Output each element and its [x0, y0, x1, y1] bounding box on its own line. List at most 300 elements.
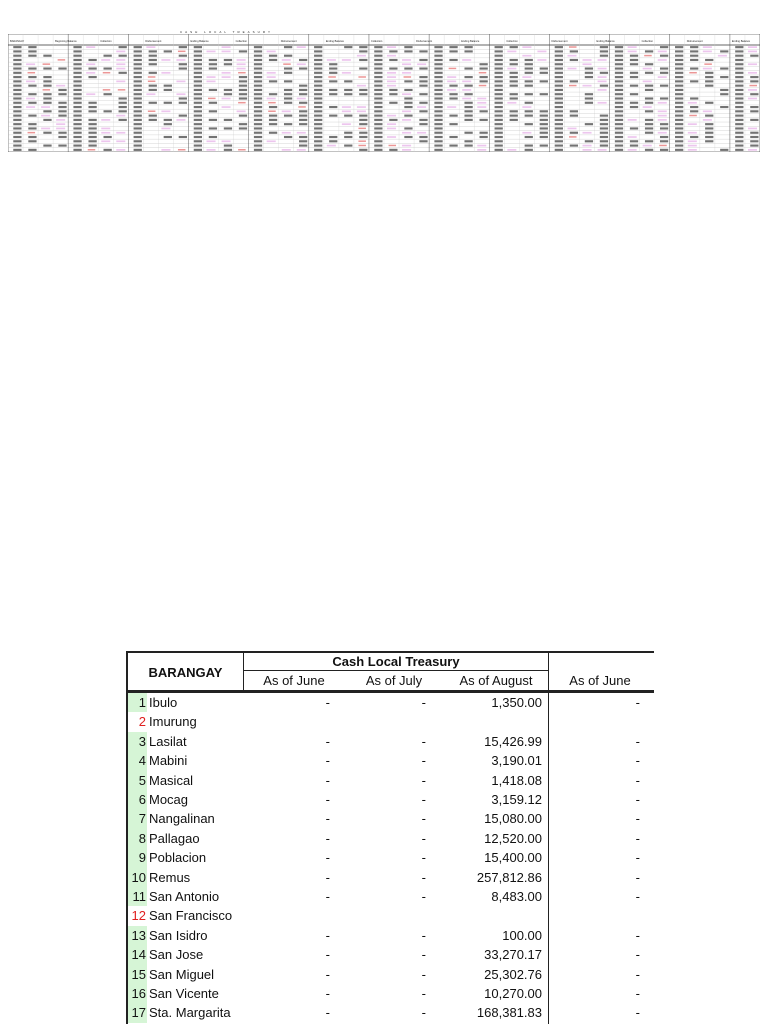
- thumbnail-value: [555, 85, 563, 87]
- thumbnail-value: [675, 127, 683, 129]
- thumbnail-value: [374, 63, 382, 65]
- thumbnail-value: [675, 102, 683, 104]
- thumbnail-value: [134, 106, 142, 108]
- thumbnail-value: [254, 76, 262, 78]
- thumbnail-highlight: [176, 93, 185, 95]
- thumbnail-value: [164, 85, 172, 87]
- thumbnail-value: [224, 89, 232, 91]
- barangay-name: Poblacion: [149, 850, 207, 866]
- thumbnail-highlight: [477, 98, 486, 100]
- thumbnail-value: [359, 93, 367, 95]
- thumbnail-value: [675, 93, 683, 95]
- barangay-name: Ibulo: [149, 695, 178, 710]
- thumbnail-value: [630, 63, 638, 65]
- thumbnail-value: [374, 97, 382, 99]
- thumbnail-value: [675, 55, 683, 57]
- thumbnail-value: [254, 72, 262, 74]
- thumbnail-value: [284, 102, 292, 104]
- thumbnail-value: [389, 67, 397, 69]
- thumbnail-value: [735, 145, 743, 147]
- thumbnail-value: [254, 89, 262, 91]
- thumbnail-highlight: [116, 81, 125, 83]
- thumbnail-value: [13, 67, 21, 69]
- thumbnail-highlight: [447, 106, 456, 108]
- thumbnail-highlight: [417, 132, 426, 134]
- thumbnail-value: [480, 119, 488, 121]
- thumbnail-value: [675, 67, 683, 69]
- thumbnail-value: [615, 93, 623, 95]
- cell-july: -: [421, 986, 426, 1001]
- thumbnail-value: [495, 93, 503, 95]
- thumbnail-value: [540, 119, 548, 121]
- thumbnail-value: [750, 80, 758, 82]
- thumbnail-value: [73, 46, 81, 48]
- thumbnail-value: [314, 93, 322, 95]
- thumbnail-value: [690, 55, 698, 57]
- thumbnail-highlight: [387, 76, 396, 78]
- thumbnail-value: [675, 50, 683, 52]
- thumbnail-value: [434, 89, 442, 91]
- thumbnail-value: [134, 102, 142, 104]
- thumbnail-highlight: [402, 72, 411, 74]
- thumbnail-value: [675, 145, 683, 147]
- thumbnail-value: [194, 76, 202, 78]
- thumbnail-value: [269, 93, 277, 95]
- thumbnail-value: [13, 63, 21, 65]
- thumbnail-value: [119, 102, 127, 104]
- thumbnail-value: [585, 72, 593, 74]
- thumbnail-value: [28, 93, 36, 95]
- thumbnail-value: [254, 97, 262, 99]
- thumbnail-highlight: [26, 81, 35, 83]
- thumbnail-highlight: [643, 145, 652, 147]
- cell-july: -: [421, 927, 426, 943]
- thumbnail-value: [585, 102, 593, 104]
- thumbnail-value: [269, 123, 277, 125]
- thumbnail-value: [149, 72, 157, 74]
- thumbnail-highlight: [688, 149, 697, 151]
- thumbnail-value: [209, 67, 217, 69]
- thumbnail-highlight: [116, 59, 125, 61]
- thumbnail-value: [28, 123, 36, 125]
- thumbnail-value: [434, 46, 442, 48]
- thumbnail-value: [104, 110, 112, 112]
- thumbnail-value: [374, 115, 382, 117]
- thumbnail-value: [314, 106, 322, 108]
- thumbnail-value: [675, 136, 683, 138]
- thumbnail-highlight: [86, 63, 95, 65]
- thumbnail-value: [239, 123, 247, 125]
- thumbnail-highlight: [86, 72, 95, 74]
- thumbnail-value: [254, 80, 262, 82]
- thumbnail-highlight: [658, 119, 667, 121]
- cell-june-next: -: [635, 869, 640, 885]
- thumbnail-value: [630, 106, 638, 108]
- table-row: [126, 712, 654, 731]
- thumbnail-value: [690, 110, 698, 112]
- thumbnail-value: [645, 72, 653, 74]
- thumbnail-value: [194, 46, 202, 48]
- thumbnail-highlight: [101, 128, 110, 130]
- cell-june: -: [325, 927, 330, 943]
- thumbnail-value: [164, 50, 172, 52]
- thumbnail-value: [690, 67, 698, 69]
- thumbnail-highlight: [161, 128, 170, 130]
- thumbnail-value: [58, 136, 66, 138]
- thumbnail-value: [314, 46, 322, 48]
- thumbnail-value: [374, 89, 382, 91]
- thumbnail-value: [284, 67, 292, 69]
- header-divider: [548, 651, 549, 691]
- cell-june-next: -: [635, 1005, 640, 1021]
- thumbnail-value: [495, 132, 503, 134]
- thumbnail-value: [585, 67, 593, 69]
- thumbnail-value: [239, 97, 247, 99]
- cell-june-next: -: [635, 792, 640, 807]
- thumbnail-value: [254, 50, 262, 52]
- thumbnail-header-cell: Ending Balance: [325, 40, 345, 43]
- thumbnail-value: [134, 123, 142, 125]
- thumbnail-value: [434, 106, 442, 108]
- thumbnail-value: [735, 89, 743, 91]
- thumbnail-highlight: [267, 51, 276, 53]
- thumbnail-highlight: [748, 98, 757, 100]
- thumbnail-value: [28, 50, 36, 52]
- thumbnail-value: [675, 140, 683, 142]
- thumbnail-value: [134, 119, 142, 121]
- thumbnail-highlight: [417, 63, 426, 65]
- thumbnail-mark: [659, 145, 667, 146]
- thumbnail-value: [434, 115, 442, 117]
- thumbnail-value: [615, 97, 623, 99]
- thumbnail-value: [284, 123, 292, 125]
- cell-august: 8,483.00: [491, 889, 542, 904]
- thumbnail-highlight: [237, 59, 246, 61]
- thumbnail-value: [239, 93, 247, 95]
- thumbnail-value: [73, 85, 81, 87]
- table-row: [126, 906, 654, 925]
- thumbnail-value: [43, 76, 51, 78]
- thumbnail-value: [735, 132, 743, 134]
- thumbnail-value: [449, 85, 457, 87]
- thumbnail-value: [28, 115, 36, 117]
- thumbnail-highlight: [342, 110, 351, 112]
- thumbnail-value: [735, 140, 743, 142]
- thumbnail-value: [645, 123, 653, 125]
- thumbnail-value: [359, 59, 367, 61]
- thumbnail-value: [88, 140, 96, 142]
- thumbnail-value: [600, 46, 608, 48]
- thumbnail-value: [329, 89, 337, 91]
- thumbnail-header-cell: Collection: [235, 40, 247, 43]
- thumbnail-value: [615, 145, 623, 147]
- thumbnail-value: [404, 46, 412, 48]
- thumbnail-value: [194, 97, 202, 99]
- thumbnail-highlight: [116, 63, 125, 65]
- thumbnail-highlight: [56, 119, 65, 121]
- thumbnail-highlight: [146, 46, 155, 48]
- thumbnail-value: [434, 149, 442, 151]
- thumbnail-value: [495, 80, 503, 82]
- thumbnail-value: [464, 76, 472, 78]
- thumbnail-highlight: [462, 81, 471, 83]
- thumbnail-value: [600, 140, 608, 142]
- row-number: 11: [128, 887, 147, 906]
- thumbnail-value: [675, 119, 683, 121]
- thumbnail-value: [419, 80, 427, 82]
- thumbnail-value: [660, 55, 668, 57]
- thumbnail-mark: [479, 85, 487, 86]
- row-number: 3: [128, 732, 147, 751]
- thumbnail-value: [194, 89, 202, 91]
- cell-july: -: [421, 1005, 426, 1021]
- thumbnail-value: [73, 55, 81, 57]
- thumbnail-highlight: [86, 93, 95, 95]
- thumbnail-mark: [28, 72, 36, 73]
- thumbnail-highlight: [222, 98, 231, 100]
- thumbnail-value: [28, 46, 36, 48]
- thumbnail-value: [314, 132, 322, 134]
- cell-june-next: -: [635, 850, 640, 866]
- thumbnail-mark: [389, 145, 397, 146]
- thumbnail-value: [464, 119, 472, 121]
- thumbnail-value: [705, 80, 713, 82]
- thumbnail-value: [344, 89, 352, 91]
- thumbnail-value: [344, 145, 352, 147]
- thumbnail-highlight: [297, 63, 306, 65]
- cell-july: -: [421, 850, 426, 866]
- thumbnail-highlight: [567, 55, 576, 57]
- thumbnail-value: [690, 136, 698, 138]
- thumbnail-highlight: [282, 59, 291, 61]
- thumbnail-value: [359, 67, 367, 69]
- thumbnail-value: [194, 140, 202, 142]
- thumbnail-header-cell: Ending Balance: [596, 40, 615, 43]
- thumbnail-value: [434, 67, 442, 69]
- barangay-name: Pallagao: [149, 830, 200, 846]
- thumbnail-highlight: [116, 149, 125, 151]
- table-row: [126, 790, 654, 809]
- thumbnail-highlight: [297, 149, 306, 151]
- thumbnail-value: [134, 140, 142, 142]
- thumbnail-highlight: [748, 89, 757, 91]
- thumbnail-value: [43, 93, 51, 95]
- thumbnail-value: [194, 110, 202, 112]
- thumbnail-header-cell: Ending Balance: [461, 40, 480, 43]
- cell-july: -: [421, 966, 426, 982]
- thumbnail-value: [630, 55, 638, 57]
- thumbnail-value: [735, 93, 743, 95]
- thumbnail-highlight: [101, 132, 110, 134]
- thumbnail-value: [495, 106, 503, 108]
- thumbnail-value: [134, 145, 142, 147]
- thumbnail-highlight: [583, 145, 592, 147]
- thumbnail-value: [675, 89, 683, 91]
- barangay-name: San Francisco: [149, 908, 233, 924]
- thumbnail-highlight: [207, 51, 216, 53]
- thumbnail-highlight: [462, 98, 471, 100]
- thumbnail-mark: [238, 72, 246, 73]
- thumbnail-value: [134, 127, 142, 129]
- thumbnail-value: [88, 119, 96, 121]
- thumbnail-value: [73, 80, 81, 82]
- thumbnail-mark: [479, 72, 487, 73]
- thumbnail-value: [480, 80, 488, 82]
- thumbnail-highlight: [297, 98, 306, 100]
- thumbnail-header-cell: Disbursement: [551, 40, 568, 43]
- thumbnail-value: [630, 102, 638, 104]
- thumbnail-value: [224, 93, 232, 95]
- cell-august: 1,350.00: [491, 695, 542, 710]
- thumbnail-value: [464, 145, 472, 147]
- thumbnail-highlight: [658, 51, 667, 53]
- thumbnail-value: [615, 76, 623, 78]
- thumbnail-highlight: [116, 115, 125, 117]
- thumbnail-value: [299, 89, 307, 91]
- thumbnail-value: [73, 140, 81, 142]
- thumbnail-highlight: [176, 59, 185, 61]
- thumbnail-value: [269, 106, 277, 108]
- thumbnail-highlight: [116, 132, 125, 134]
- cell-june-next: -: [635, 830, 640, 846]
- thumbnail-highlight: [387, 115, 396, 117]
- thumbnail-value: [495, 115, 503, 117]
- thumbnail-value: [645, 119, 653, 121]
- thumbnail-value: [314, 50, 322, 52]
- cell-june: -: [325, 947, 330, 963]
- thumbnail-value: [254, 127, 262, 129]
- row-number: 10: [128, 868, 147, 887]
- thumbnail-value: [434, 145, 442, 147]
- thumbnail-value: [88, 102, 96, 104]
- thumbnail-value: [434, 140, 442, 142]
- thumbnail-value: [194, 127, 202, 129]
- thumbnail-highlight: [207, 76, 216, 78]
- thumbnail-value: [374, 149, 382, 151]
- thumbnail-value: [374, 119, 382, 121]
- thumbnail-highlight: [402, 132, 411, 134]
- thumbnail-value: [480, 67, 488, 69]
- thumbnail-value: [13, 59, 21, 61]
- cell-august: 15,400.00: [484, 850, 542, 866]
- thumbnail-value: [374, 145, 382, 147]
- thumbnail-mark: [358, 145, 366, 146]
- thumbnail-highlight: [703, 110, 712, 112]
- thumbnail-value: [254, 115, 262, 117]
- thumbnail-highlight: [342, 59, 351, 61]
- thumbnail-value: [675, 115, 683, 117]
- thumbnail-value: [675, 149, 683, 151]
- thumbnail-value: [510, 72, 518, 74]
- cell-june: -: [325, 966, 330, 982]
- thumbnail-value: [194, 115, 202, 117]
- thumbnail-value: [434, 123, 442, 125]
- thumbnail-value: [254, 119, 262, 121]
- thumbnail-value: [419, 59, 427, 61]
- thumbnail-value: [585, 93, 593, 95]
- thumbnail-value: [615, 46, 623, 48]
- thumbnail-value: [705, 59, 713, 61]
- thumbnail-value: [329, 80, 337, 82]
- thumbnail-value: [419, 67, 427, 69]
- thumbnail-value: [735, 55, 743, 57]
- thumbnail-highlight: [116, 51, 125, 53]
- thumbnail-value: [555, 106, 563, 108]
- thumbnail-value: [374, 76, 382, 78]
- thumbnail-value: [720, 67, 728, 69]
- thumbnail-value: [299, 115, 307, 117]
- thumbnail-value: [314, 123, 322, 125]
- thumbnail-value: [119, 106, 127, 108]
- thumbnail-value: [28, 55, 36, 57]
- thumbnail-value: [314, 110, 322, 112]
- thumbnail-highlight: [598, 68, 607, 70]
- thumbnail-value: [194, 145, 202, 147]
- thumbnail-value: [73, 127, 81, 129]
- thumbnail-value: [284, 80, 292, 82]
- thumbnail-value: [329, 140, 337, 142]
- thumbnail-value: [735, 149, 743, 151]
- thumbnail-value: [555, 136, 563, 138]
- thumbnail-value: [119, 97, 127, 99]
- thumbnail-value: [299, 110, 307, 112]
- thumbnail-value: [555, 93, 563, 95]
- thumbnail-value: [209, 102, 217, 104]
- thumbnail-value: [329, 67, 337, 69]
- thumbnail-value: [284, 93, 292, 95]
- thumbnail-value: [419, 140, 427, 142]
- thumbnail-highlight: [507, 149, 516, 151]
- thumbnail-highlight: [56, 123, 65, 125]
- barangay-name: Remus: [149, 869, 191, 885]
- thumbnail-value: [224, 119, 232, 121]
- thumbnail-value: [464, 50, 472, 52]
- thumbnail-value: [645, 85, 653, 87]
- thumbnail-value: [119, 55, 127, 57]
- thumbnail-value: [705, 136, 713, 138]
- cell-june-next: -: [635, 927, 640, 943]
- thumbnail-value: [149, 59, 157, 61]
- thumbnail-value: [615, 85, 623, 87]
- barangay-name: Masical: [149, 772, 194, 788]
- cell-june: -: [325, 733, 330, 749]
- thumbnail-highlight: [462, 89, 471, 91]
- thumbnail-value: [314, 89, 322, 91]
- row-number: 12: [128, 906, 147, 925]
- thumbnail-value: [13, 85, 21, 87]
- thumbnail-header-cell: Collection: [370, 40, 383, 43]
- thumbnail-highlight: [628, 46, 637, 48]
- thumbnail-value: [134, 59, 142, 61]
- thumbnail-value: [374, 123, 382, 125]
- thumbnail-value: [224, 127, 232, 129]
- thumbnail-highlight: [161, 72, 170, 74]
- thumbnail-highlight: [628, 136, 637, 138]
- thumbnail-value: [510, 110, 518, 112]
- thumbnail-value: [88, 76, 96, 78]
- cell-june-next: -: [635, 947, 640, 963]
- thumbnail-mark: [238, 102, 246, 103]
- thumbnail-value: [314, 149, 322, 151]
- thumbnail-value: [374, 72, 382, 74]
- thumbnail-highlight: [522, 55, 531, 57]
- thumbnail-value: [735, 106, 743, 108]
- thumbnail-value: [13, 50, 21, 52]
- thumbnail-highlight: [598, 102, 607, 104]
- thumbnail-value: [660, 85, 668, 87]
- row-number: 17: [128, 1003, 147, 1022]
- thumbnail-value: [750, 140, 758, 142]
